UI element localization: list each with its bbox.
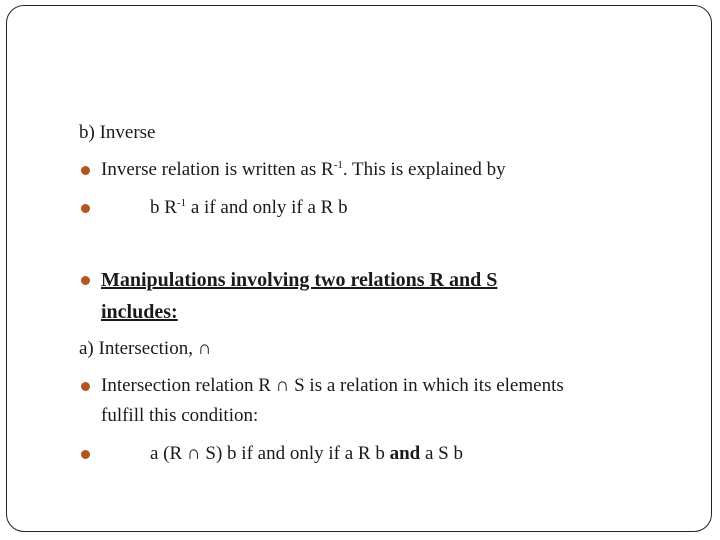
intersection-definition-tail: a S b <box>420 443 463 464</box>
heading-intersection <box>79 338 211 360</box>
bullet-intersection-description <box>101 375 564 397</box>
bullet-manipulations <box>101 269 497 292</box>
bullet-dot-icon <box>81 166 90 175</box>
manipulations-heading: Manipulations involving two relations R and S <box>101 269 498 291</box>
heading-intersection-text: a) Intersection, ∩ <box>79 338 212 359</box>
inverse-definition-tail: a if and only if a R b <box>186 197 348 218</box>
intersection-definition-text: a (R ∩ S) b if and only if a R b <box>150 443 390 464</box>
bullet-inverse-definition <box>101 197 348 219</box>
inverse-notation-tail: . This is explained by <box>342 159 506 180</box>
heading-inverse <box>79 122 156 144</box>
bullet-inverse-notation <box>101 159 506 181</box>
intersection-description-text-2: fulfill this condition: <box>101 405 259 426</box>
intersection-description-continued <box>101 405 258 427</box>
intersection-definition-and: and <box>389 443 421 464</box>
inverse-superscript: -1 <box>333 159 343 171</box>
bullet-dot-icon <box>81 276 90 285</box>
bullet-dot-icon <box>81 382 90 391</box>
intersection-description-text: Intersection relation R ∩ S is a relation in which its elements <box>101 375 564 396</box>
inverse-definition-superscript: -1 <box>176 197 187 209</box>
heading-inverse-text: b) Inverse <box>79 122 156 143</box>
manipulations-continued <box>101 301 178 324</box>
manipulations-heading-2: includes: <box>101 301 178 323</box>
bullet-dot-icon <box>81 204 90 213</box>
inverse-notation-text: Inverse relation is written as R <box>101 159 334 180</box>
bullet-intersection-definition <box>101 443 463 465</box>
inverse-definition-text: b R <box>150 197 177 218</box>
bullet-dot-icon <box>81 450 90 459</box>
